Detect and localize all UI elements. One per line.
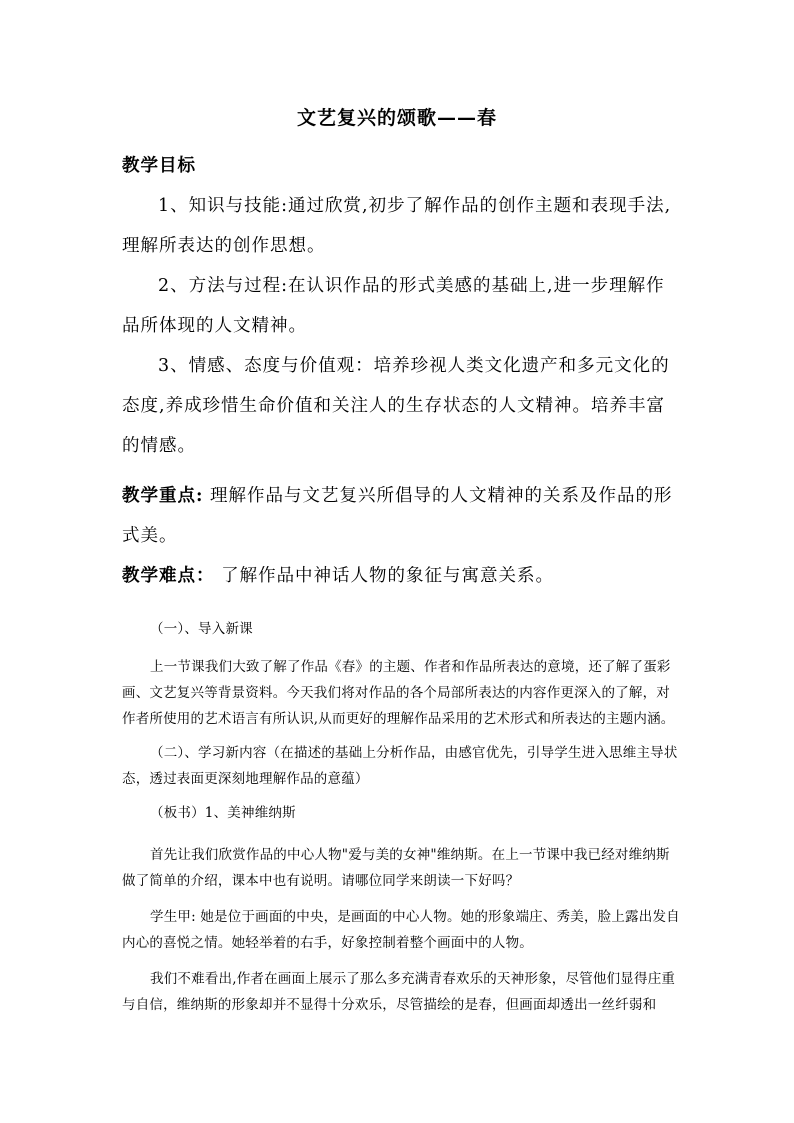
section-3-text: （板书）1、美神维纳斯 [150,805,296,821]
paragraph-3 [122,904,680,956]
section-1-heading [122,616,680,642]
paragraph-4 [122,966,680,1018]
section-1-text: （一）、导入新课 [150,621,253,637]
key-point-text: 理解作品与文艺复兴所倡导的人文精神的关系及作品的形式美。 [122,486,673,546]
paragraph-1-text: 上一节课我们大致了解了作品《春》的主题、作者和作品所表达的意境，还了解了蛋彩画、文艺复兴等背景资料。今天我们将对作品的各个局部所表达的内容作更深入的了解，对作者所使用的艺术语言有所认识,从而更好的理解作品采用的艺术形式和所表达的主题内涵。 [122,659,675,727]
key-point [122,476,680,556]
paragraph-3-text: 学生甲: 她是位于画面的中央，是画面的中心人物。她的形象端庄、秀美，脸上露出发自内心的喜悦之情。她轻举着的右手，好象控制着整个画面中的人物。 [122,909,680,951]
goal-2-text: 2、方法与过程:在认识作品的形式美感的基础上,进一步理解作品所体现的人文精神。 [122,276,665,336]
goal-2 [122,266,680,346]
difficulty-label: 教学难点： [122,566,215,586]
goal-1 [122,186,680,266]
paragraph-4-text: 我们不难看出,作者在画面上展示了那么多充满青春欢乐的天神形象，尽管他们显得庄重与自信，维纳斯的形象却并不显得十分欢乐，尽管描绘的是春，但画面却透出一丝纤弱和 [122,971,676,1013]
difficulty-point [122,556,680,596]
document-title: 文艺复兴的颂歌——春 [296,107,497,129]
paragraph-1 [122,654,680,732]
section-2-heading [122,740,680,792]
goal-3-text: 3、情感、态度与价值观：培养珍视人类文化遗产和多元文化的态度,养成珍惜生命价值和关注人的生存状态的人文精神。培养丰富的情感。 [122,356,670,456]
paragraph-2 [122,842,680,894]
difficulty-text: 了解作品中神话人物的象征与寓意关系。 [214,566,555,586]
key-point-label: 教学重点: [122,486,204,506]
goals-heading: 教学目标 [122,156,196,176]
paragraph-2-text: 首先让我们欣赏作品的中心人物"爱与美的女神"维纳斯。在上一节课中我已经对维纳斯做了简单的介绍，课本中也有说明。请哪位同学来朗读一下好吗？ [122,847,670,889]
goal-1-text: 1、知识与技能:通过欣赏,初步了解作品的创作主题和表现手法,理解所表达的创作思想。 [122,196,672,256]
goal-3 [122,346,680,466]
section-2-text: （二）、学习新内容（在描述的基础上分析作品，由感官优先，引导学生进入思维主导状态，透过表面更深刻地理解作品的意蕴） [122,745,678,787]
section-3-heading [122,800,680,826]
